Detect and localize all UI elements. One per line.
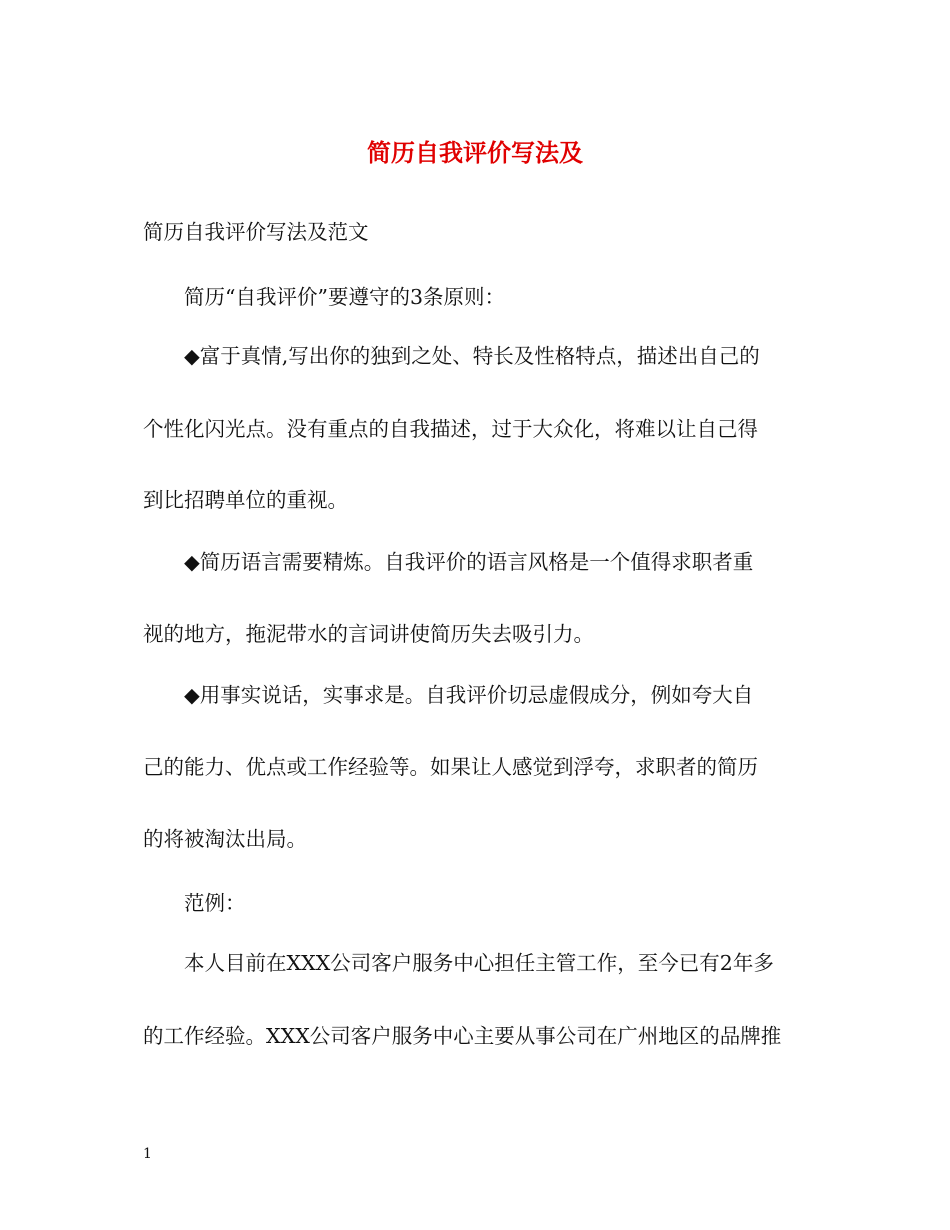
principle-2-line-2: 视的地方，拖泥带水的言词讲使简历失去吸引力。 bbox=[143, 622, 594, 646]
example-line-2: 的工作经验。XXX公司客户服务中心主要从事公司在广州地区的品牌推 bbox=[143, 1024, 782, 1048]
example-heading: 范例： bbox=[184, 891, 246, 915]
principle-3-line-3: 的将被淘汰出局。 bbox=[143, 827, 307, 851]
principle-3-line-1: ◆用事实说话，实事求是。自我评价切忌虚假成分，例如夸大自 bbox=[184, 683, 754, 707]
principle-1-line-3: 到比招聘单位的重视。 bbox=[143, 488, 348, 512]
principle-2-line-1: ◆简历语言需要精炼。自我评价的语言风格是一个值得求职者重 bbox=[184, 550, 754, 574]
subtitle-line: 简历自我评价写法及范文 bbox=[143, 220, 369, 244]
principle-1-line-1: ◆富于真情,写出你的独到之处、特长及性格特点，描述出自己的 bbox=[184, 344, 760, 368]
document-title: 简历自我评价写法及 bbox=[367, 138, 583, 167]
example-line-1: 本人目前在XXX公司客户服务中心担任主管工作，至今已有2年多 bbox=[184, 951, 774, 975]
page-number: 1 bbox=[143, 1146, 152, 1162]
principle-1-line-2: 个性化闪光点。没有重点的自我描述，过于大众化，将难以让自己得 bbox=[143, 417, 758, 441]
principle-3-line-2: 己的能力、优点或工作经验等。如果让人感觉到浮夸，求职者的简历 bbox=[143, 755, 758, 779]
principles-intro: 简历“自我评价”要遵守的3条原则： bbox=[184, 285, 506, 309]
